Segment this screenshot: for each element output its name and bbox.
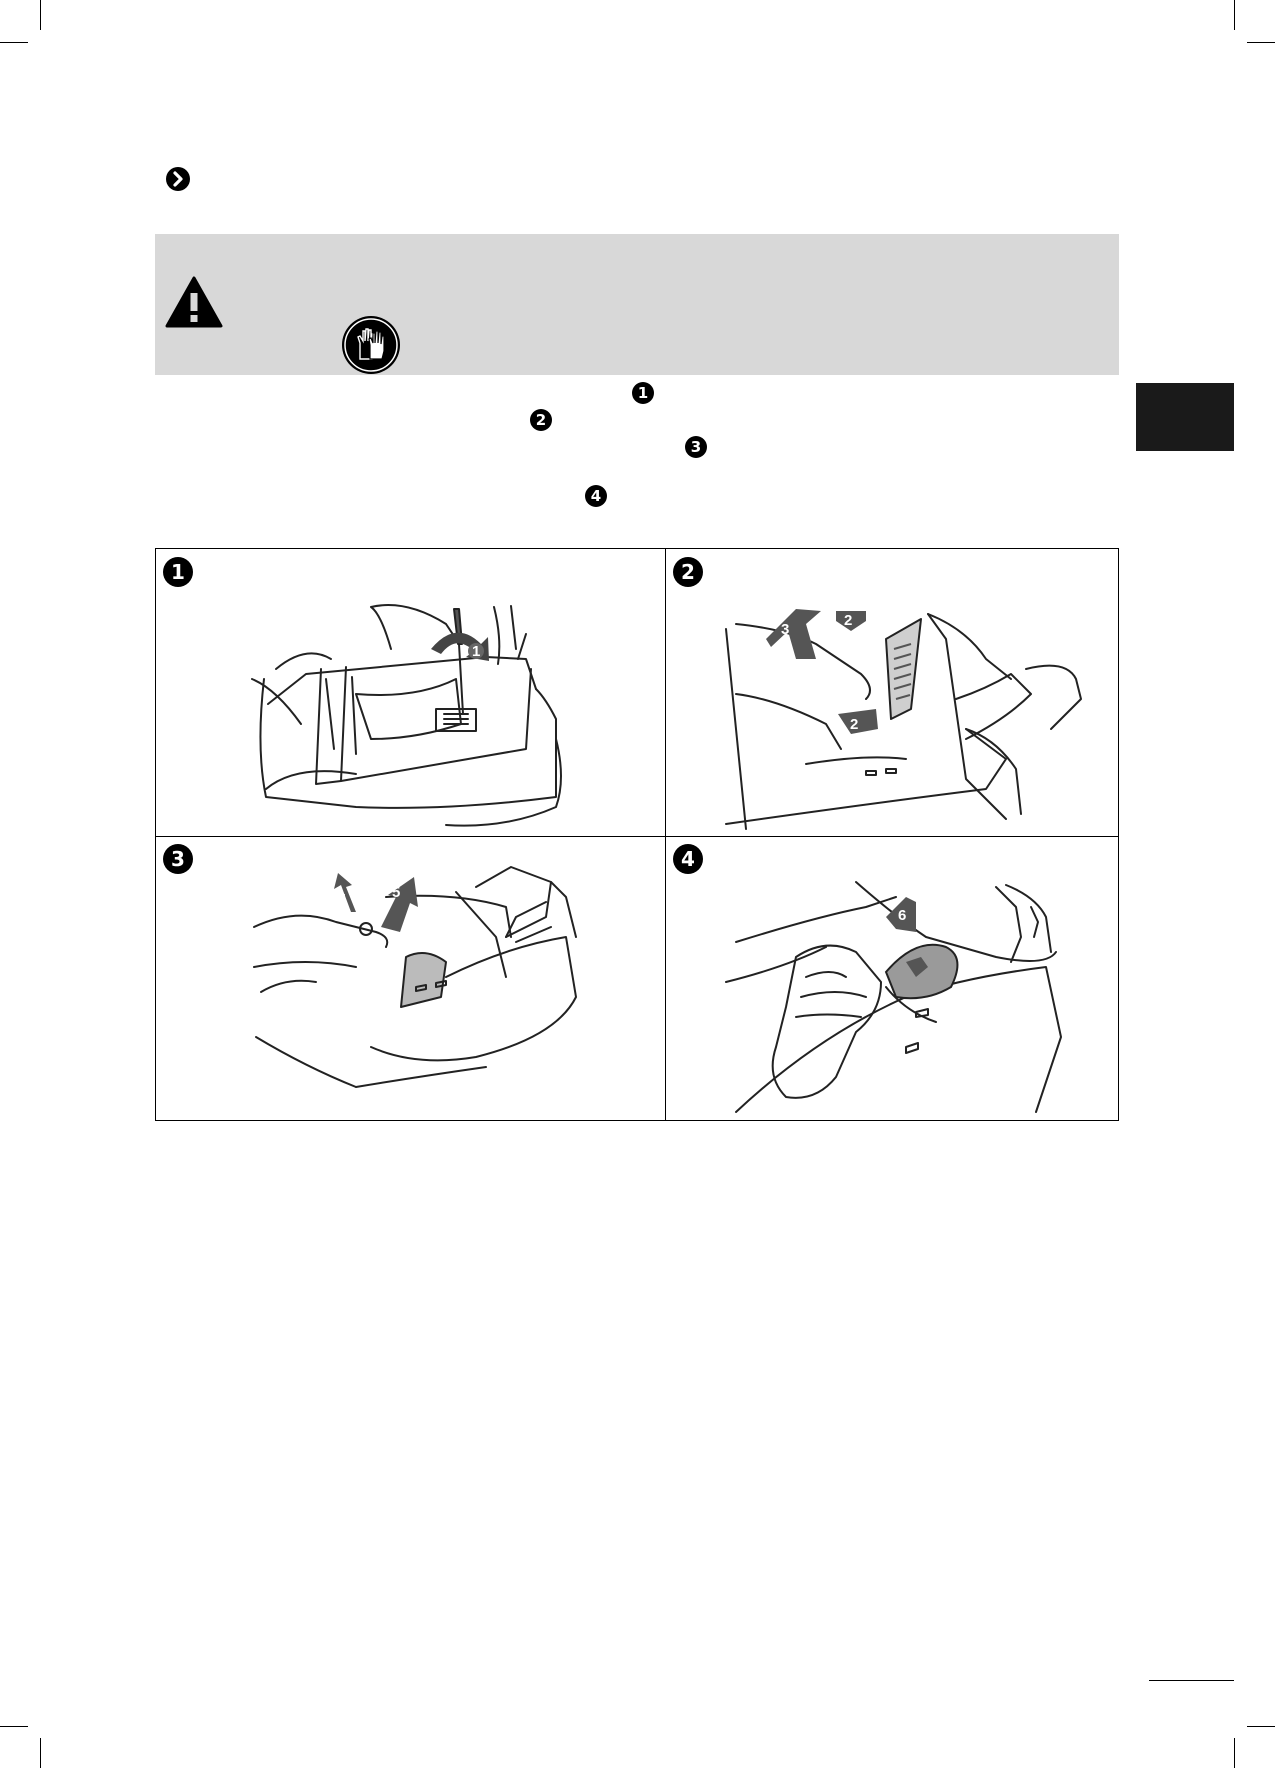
arrow-label: 1 xyxy=(472,643,481,660)
arrow-label: 5 xyxy=(392,884,401,901)
crop-mark-bottom-right-h xyxy=(1247,1726,1275,1727)
crop-mark-top-right-h xyxy=(1247,42,1275,43)
arrow-label: 2 xyxy=(850,716,859,733)
step-figure-3 xyxy=(156,837,665,1121)
step-figure-4 xyxy=(666,837,1119,1121)
warning-box xyxy=(155,234,1119,375)
crop-mark-top-left-h xyxy=(0,42,28,43)
chevron-right-circle-icon xyxy=(166,167,190,191)
warning-triangle-icon xyxy=(165,276,223,328)
crop-mark-top-right-v xyxy=(1234,0,1235,30)
step-number-badge: 3 xyxy=(163,844,193,874)
crop-mark-top-left-v xyxy=(40,0,41,30)
arrow-label: 4 xyxy=(338,891,347,908)
chapter-tab xyxy=(1136,383,1234,451)
brush-removal-illustration xyxy=(156,837,665,1121)
crop-mark-bottom-left-h xyxy=(0,1726,28,1727)
crop-mark-bottom-right-v xyxy=(1234,1738,1235,1768)
figure-grid xyxy=(155,548,1119,1121)
inline-step-ref-3: 3 xyxy=(685,436,707,458)
robot-open-lid-screwdriver-illustration xyxy=(156,549,665,836)
protective-gloves-icon xyxy=(341,315,401,375)
inline-step-ref-4: 4 xyxy=(585,485,607,507)
step-figure-1 xyxy=(156,549,665,836)
impeller-removal-illustration xyxy=(666,837,1119,1121)
step-number-badge: 1 xyxy=(163,557,193,587)
arrow-label: 2 xyxy=(844,612,853,629)
step-number-badge: 2 xyxy=(673,557,703,587)
inline-step-ref-1: 1 xyxy=(632,382,654,404)
inline-step-ref-2: 2 xyxy=(530,409,552,431)
crop-mark-bottom-left-v xyxy=(40,1738,41,1768)
step-figure-2 xyxy=(666,549,1119,836)
page-number-rule xyxy=(1149,1680,1234,1681)
step-number-badge: 4 xyxy=(673,844,703,874)
filter-removal-illustration xyxy=(666,549,1119,836)
arrow-label: 3 xyxy=(781,621,790,638)
arrow-label: 6 xyxy=(898,907,907,924)
